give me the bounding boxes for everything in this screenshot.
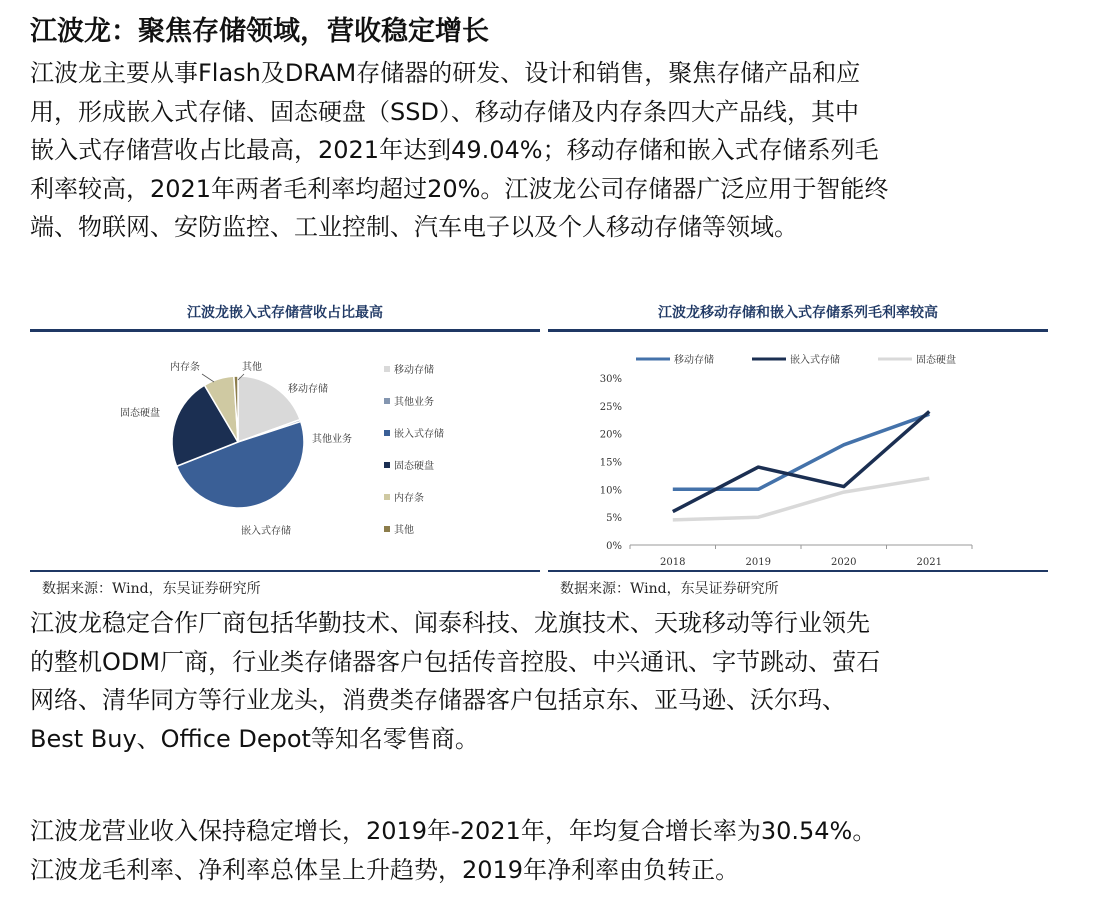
legend-label: 移动存储 — [394, 365, 434, 376]
series-line — [673, 478, 930, 520]
y-tick-label: 15% — [599, 457, 622, 469]
paragraph-line: 利率较高，2021年两者毛利率均超过20%。江波龙公司存储器广泛应用于智能终 — [30, 174, 889, 203]
legend-swatch — [384, 526, 390, 532]
paragraph-line: 江波龙主要从事Flash及DRAM存储器的研发、设计和销售，聚焦存储产品和应 — [30, 59, 861, 87]
line-bottom-rule — [548, 570, 1048, 572]
pie-chart — [30, 336, 540, 566]
pie-slice-label: 其他 — [242, 362, 262, 373]
paragraph-line: 用，形成嵌入式存储、固态硬盘（SSD）、移动存储及内存条四大产品线，其中 — [30, 97, 859, 126]
y-tick-label: 5% — [606, 513, 622, 525]
y-tick-label: 10% — [599, 485, 622, 497]
legend-label: 嵌入式存储 — [394, 429, 444, 440]
paragraph-line: 江波龙毛利率、净利率总体呈上升趋势，2019年净利率由负转正。 — [30, 855, 740, 884]
x-tick-label: 2019 — [745, 557, 771, 568]
pie-bottom-rule — [30, 570, 540, 572]
line-chart-title: 江波龙移动存储和嵌入式存储系列毛利率较高 — [658, 305, 938, 321]
pie-chart-title: 江波龙嵌入式存储营收占比最高 — [187, 305, 383, 321]
pie-title-rule — [30, 329, 540, 332]
x-tick-label: 2018 — [660, 557, 686, 568]
leader-line — [202, 374, 214, 382]
legend-swatch — [384, 430, 390, 436]
customers-paragraph — [30, 604, 1090, 758]
legend-swatch — [384, 494, 390, 500]
line-source: 数据来源：Wind，东吴证券研究所 — [560, 581, 779, 597]
pie-slice-label: 嵌入式存储 — [241, 526, 291, 537]
pie-source: 数据来源：Wind，东吴证券研究所 — [42, 581, 261, 597]
y-tick-label: 25% — [599, 401, 622, 413]
paragraph-line: 嵌入式存储营收占比最高，2021年达到49.04%；移动存储和嵌入式存储系列毛 — [30, 136, 879, 164]
y-tick-label: 30% — [599, 374, 622, 385]
legend-label: 其他业务 — [394, 397, 434, 408]
x-tick-label: 2021 — [916, 557, 942, 568]
x-tick-label: 2020 — [831, 557, 857, 568]
pie-slice-label: 移动存储 — [288, 384, 328, 395]
paragraph-line: 江波龙稳定合作厂商包括华勤技术、闻泰科技、龙旗技术、天珑移动等行业领先 — [30, 609, 870, 637]
legend-label: 其他 — [394, 525, 414, 536]
y-tick-label: 0% — [606, 541, 622, 552]
line-title-rule — [548, 329, 1048, 332]
line-chart — [548, 336, 1048, 570]
legend-label: 内存条 — [394, 493, 424, 504]
pie-slice-label: 内存条 — [170, 362, 200, 373]
legend-swatch — [384, 366, 390, 372]
page-title: 江波龙：聚焦存储领域，营收稳定增长 — [30, 16, 489, 47]
paragraph-line: 网络、清华同方等行业龙头，消费类存储器客户包括京东、亚马逊、沃尔玛、 — [30, 686, 846, 714]
legend-swatch — [384, 462, 390, 468]
paragraph-line: Best Buy、Office Depot等知名零售商。 — [30, 724, 479, 753]
legend-label: 固态硬盘 — [916, 355, 956, 366]
legend-label: 固态硬盘 — [394, 461, 434, 472]
legend-swatch — [384, 398, 390, 404]
legend-label: 嵌入式存储 — [790, 355, 840, 366]
growth-paragraph — [30, 812, 1090, 889]
intro-paragraph — [30, 54, 1090, 247]
pie-slice-label: 其他业务 — [312, 434, 352, 445]
paragraph-line: 的整机ODM厂商，行业类存储器客户包括传音控股、中兴通讯、字节跳动、萤石 — [30, 647, 881, 676]
y-tick-label: 20% — [599, 429, 622, 441]
legend-label: 移动存储 — [674, 355, 714, 366]
pie-slice-label: 固态硬盘 — [120, 408, 160, 419]
paragraph-line: 江波龙营业收入保持稳定增长，2019年-2021年，年均复合增长率为30.54%。 — [30, 817, 877, 845]
paragraph-line: 端、物联网、安防监控、工业控制、汽车电子以及个人移动存储等领域。 — [30, 213, 798, 241]
